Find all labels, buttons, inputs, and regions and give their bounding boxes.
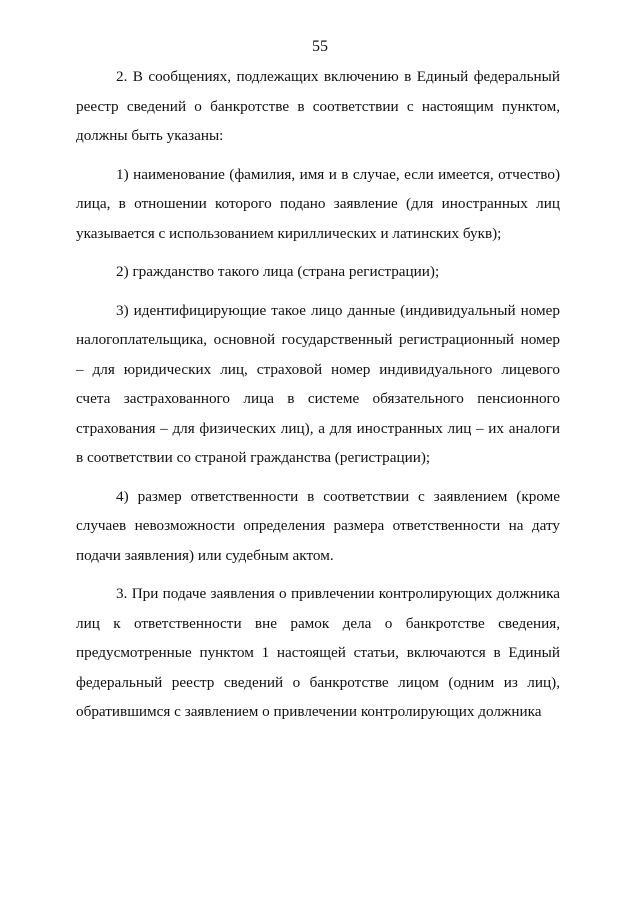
page-number: 55 — [312, 38, 328, 55]
paragraph-item-3: 3. При подаче заявления о привлечении контролирующих должника лиц к ответственности вне рамок дела о банкротстве сведения, предусмотренные пунктом 1 настоящей статьи, включаются в Единый федеральный реестр сведений о банкротстве лицом (одним из лиц), обратившимся с заявлением о привлечении контролирующих должника — [76, 585, 560, 720]
document-body — [76, 62, 560, 727]
paragraph-subitem-3: 3) идентифицирующие такое лицо данные (индивидуальный номер налогоплательщика, основной государственный регистрационный номер – для юридических лиц, страховой номер индивидуального лицевого счета застрахованного лица в системе обязательного пенсионного страхования – для физических лиц), а для иностранных лиц – их аналоги в соответствии со страной гражданства (регистрации); — [76, 301, 560, 466]
paragraph-subitem-2: 2) гражданство такого лица (страна регистрации); — [116, 263, 440, 280]
paragraph-subitem-4: 4) размер ответственности в соответствии с заявлением (кроме случаев невозможности определения размера ответственности на дату подачи заявления) или судебным актом. — [76, 487, 560, 564]
paragraph-item-2: 2. В сообщениях, подлежащих включению в Единый федеральный реестр сведений о банкротстве в соответствии с настоящим пунктом, должны быть указаны: — [76, 68, 560, 144]
paragraph-subitem-1: 1) наименование (фамилия, имя и в случае, если имеется, отчество) лица, в отношении которого подано заявление (для иностранных лиц указывается с использованием кириллических и латинских букв); — [76, 165, 560, 242]
